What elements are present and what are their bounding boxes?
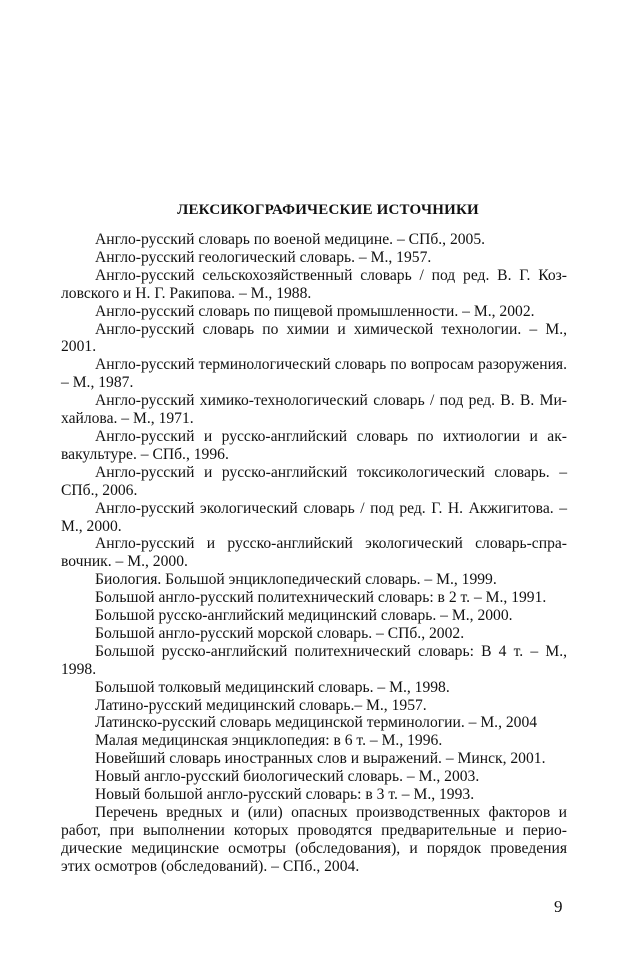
reference-entry: Новый большой англо-русский словарь: в 3 т. – М., 1993.	[95, 786, 475, 804]
reference-entry: Англо-русский терминологический словарь по вопросам разоружения. – М., 1987.	[61, 356, 567, 392]
document-page	[61, 200, 567, 876]
reference-entry: Англо-русский словарь по пищевой промышленности. – М., 2002.	[95, 302, 535, 320]
reference-entry: Большой англо-русский морской словарь. – СПб., 2002.	[95, 624, 465, 642]
reference-entry: Англо-русский и русско-английский токсикологический словарь. – СПб., 2006.	[61, 463, 567, 499]
reference-entry: Англо-русский экологический словарь / под ред. Г. Н. Акжигитова. – М., 2000.	[61, 499, 567, 535]
reference-entry: Большой толковый медицинский словарь. – М., 1998.	[95, 678, 450, 696]
reference-entry: Англо-русский словарь по военой медицине. – СПб., 2005.	[95, 231, 486, 248]
section-heading: ЛЕКСИКОГРАФИЧЕСКИЕ ИСТОЧНИКИ	[177, 202, 479, 218]
reference-entry: Англо-русский сельскохозяйственный словарь / под ред. В. Г. Козловского и Н. Г. Ракипова. – М., 1988.	[61, 266, 567, 302]
reference-entry: Англо-русский и русско-английский экологический словарь-справочник. – М., 2000.	[61, 535, 567, 571]
reference-entry: Большой русско-английский медицинский словарь. – М., 2000.	[95, 607, 513, 625]
reference-entry: Малая медицинская энциклопедия: в 6 т. – М., 1996.	[95, 732, 443, 750]
reference-entry: Англо-русский химико-технологический словарь / под ред. В. В. Михайлова. – М., 1971.	[61, 392, 567, 428]
reference-entry: Англо-русский геологический словарь. – М., 1957.	[95, 248, 432, 266]
reference-entry: Новейший словарь иностранных слов и выражений. – Минск, 2001.	[95, 750, 546, 768]
page-number: 9	[554, 897, 563, 916]
reference-entry: Латинско-русский словарь медицинской терминологии. – М., 2004	[95, 714, 538, 732]
reference-list	[61, 231, 567, 876]
reference-entry: Латино-русский медицинский словарь.– М., 1957.	[95, 696, 427, 714]
reference-entry: Большой русско-английский политехнический словарь: В 4 т. – М., 1998.	[61, 642, 567, 678]
reference-entry: Англо-русский словарь по химии и химической технологии. – М., 2001.	[61, 320, 567, 356]
reference-entry: Англо-русский и русско-английский словарь по ихтиологии и аквакультуре. – СПб., 1996.	[61, 427, 567, 463]
reference-entry: Биология. Большой энциклопедический словарь. – М., 1999.	[95, 571, 497, 589]
reference-entry: Большой англо-русский политехнический словарь: в 2 т. – М., 1991.	[95, 589, 547, 607]
reference-entry: Перечень вредных и (или) опасных производственных факторов и работ, при выполнении которых проводятся предварительные и периодические медицинские осмотры (обследования), и порядок проведения этих осмотров (обследований). – СПб., 2004.	[61, 804, 567, 875]
reference-entry: Новый англо-русский биологический словарь. – М., 2003.	[95, 768, 480, 786]
